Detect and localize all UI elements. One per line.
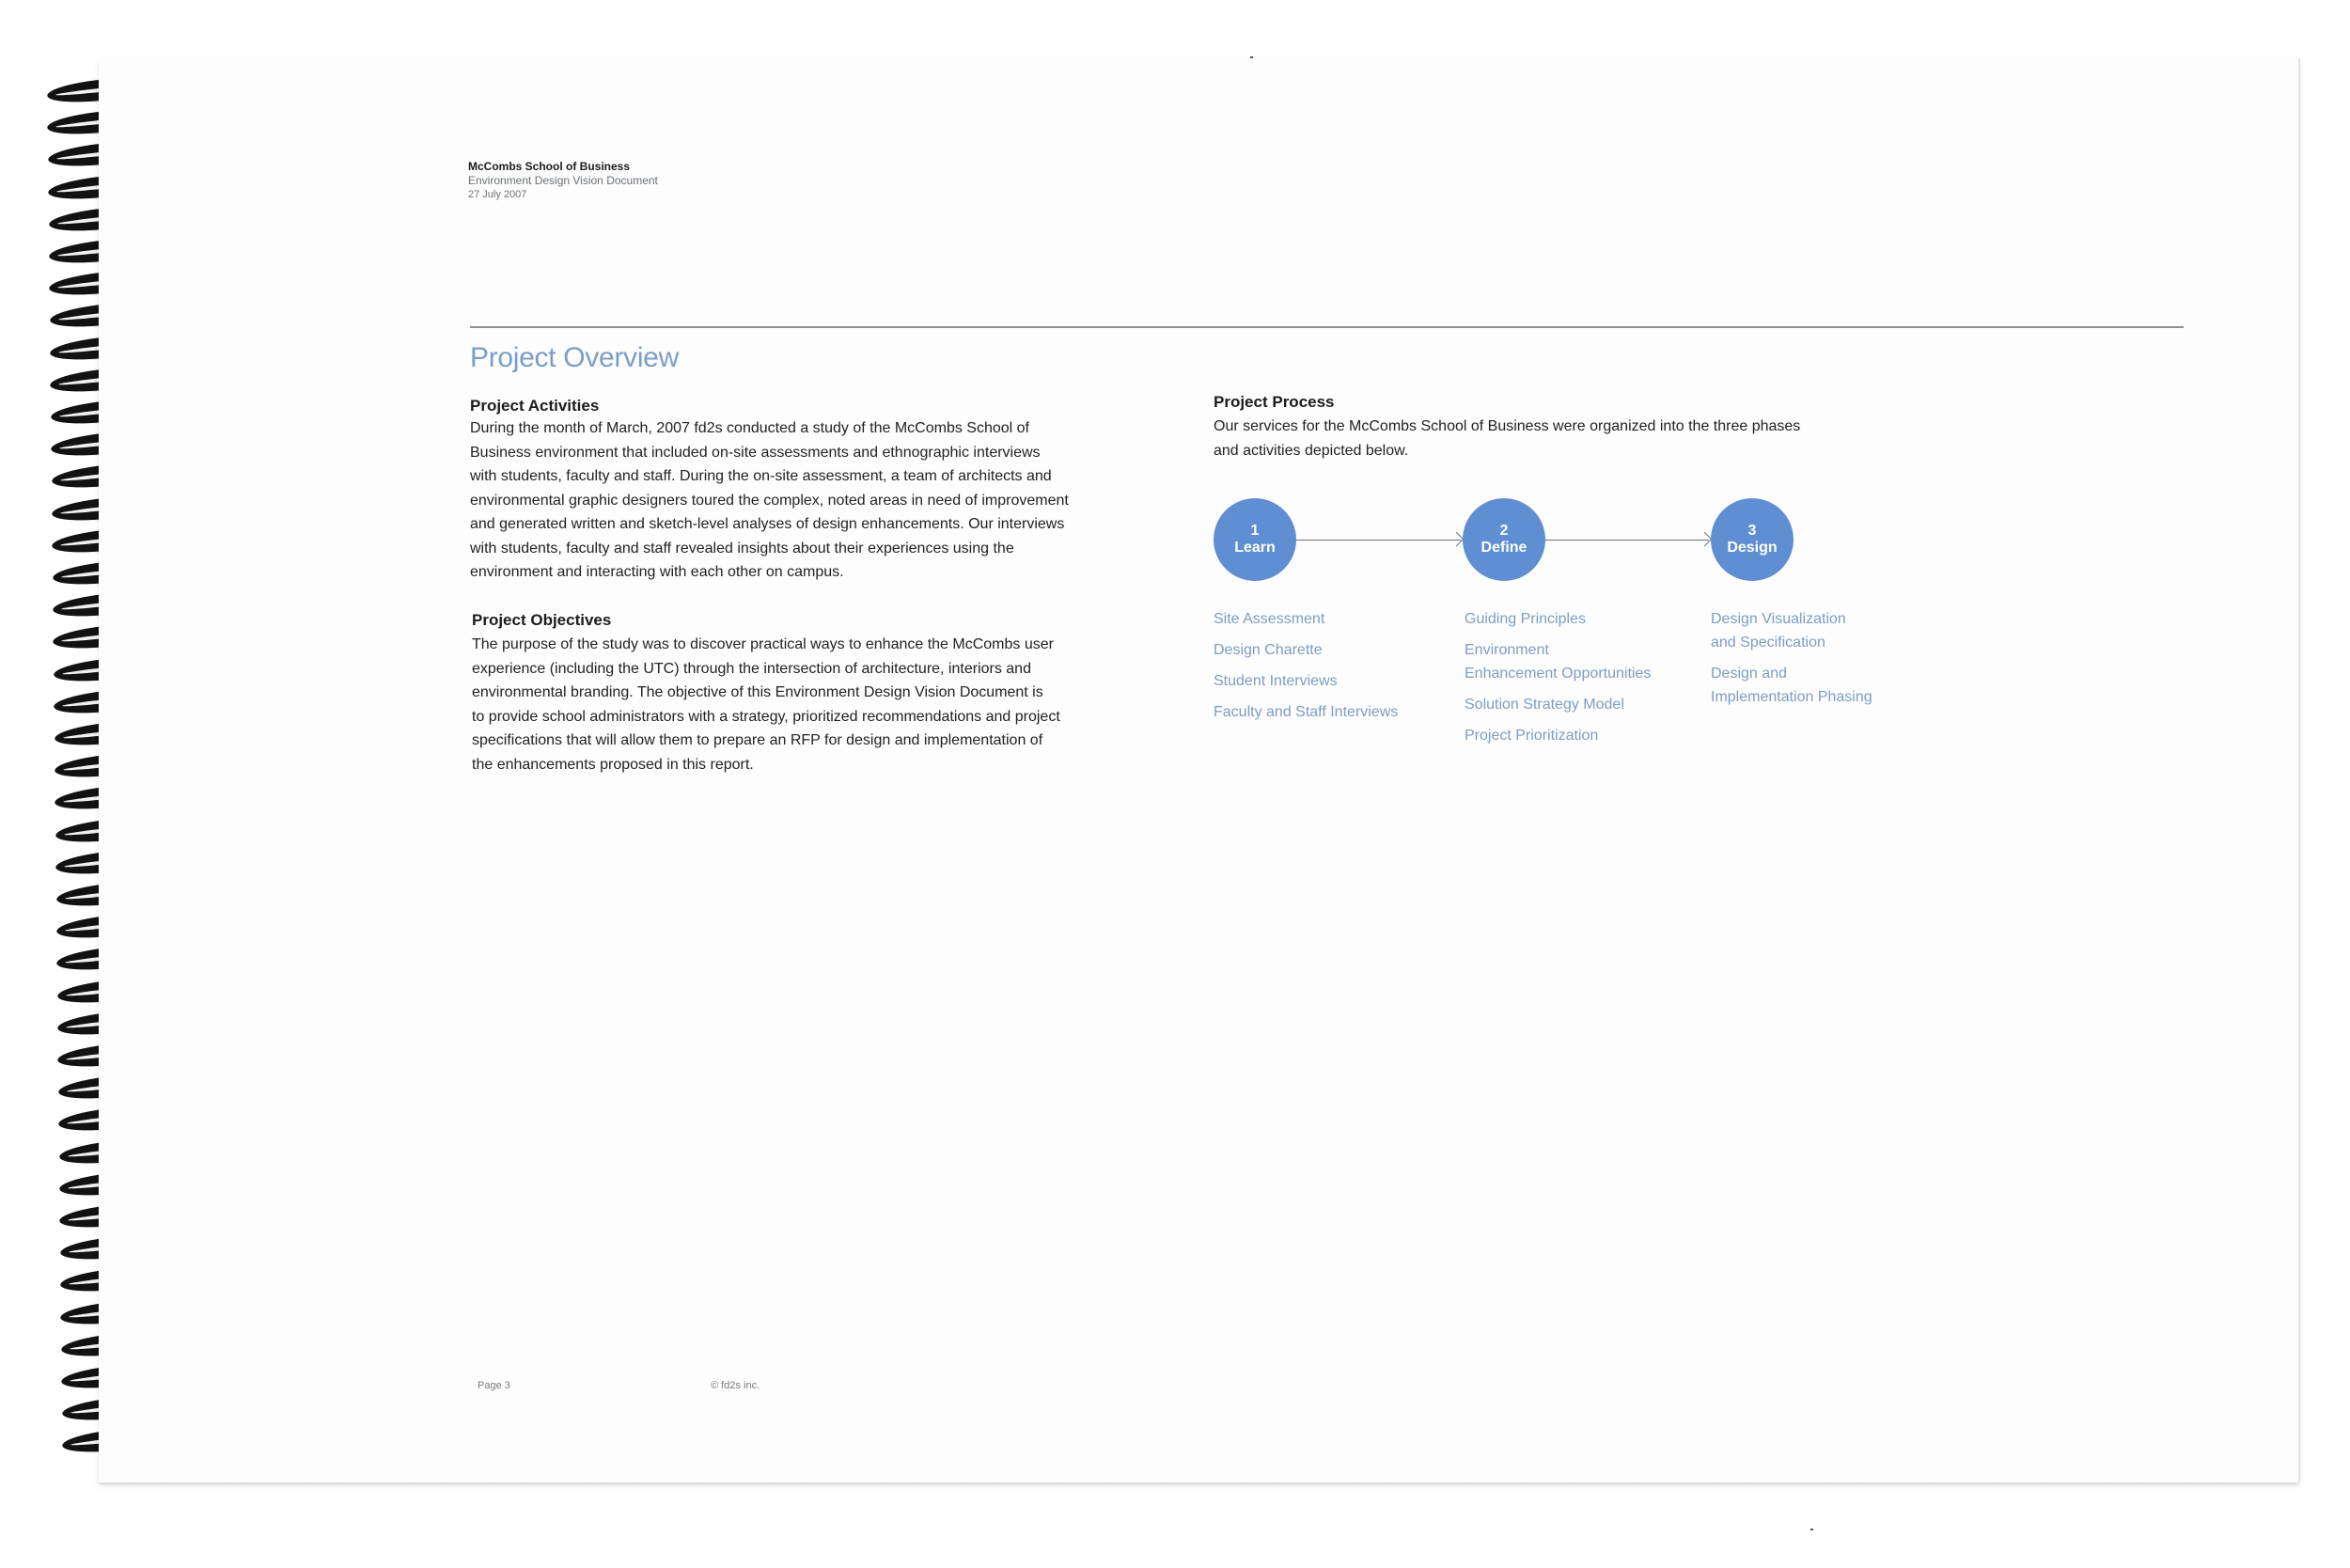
phase-circle-learn [1214, 498, 1296, 581]
paragraph-line: During the month of March, 2007 fd2s conducted a study of the McCombs School of [470, 420, 1029, 436]
phase-name: Design [1727, 540, 1778, 556]
paragraph-line: environmental graphic designers toured the complex, noted areas in need of improvement [470, 492, 1069, 509]
paragraph-line: Our services for the McCombs School of Business were organized into the three phases [1214, 418, 1801, 434]
paragraph-line: environmental branding. The objective of this Environment Design Vision Document is [472, 684, 1043, 700]
phase-circle-design [1711, 498, 1794, 581]
process-intro [1214, 415, 1800, 463]
activity-item: Design and Implementation Phasing [1711, 666, 1872, 705]
objectives-heading: Project Objectives [472, 611, 612, 629]
activity-item: Environment Enhancement Opportunities [1465, 642, 1652, 682]
objectives-paragraph [472, 633, 1060, 776]
paragraph-line: with students, faculty and staff revealed insights about their experiences using the [470, 540, 1014, 557]
title-rule [470, 326, 2184, 328]
header-document-title: Environment Design Vision Document [468, 174, 658, 187]
phase-number: 3 [1747, 523, 1757, 539]
activities-heading: Project Activities [470, 397, 600, 415]
paragraph-line: and activities depicted below. [1214, 442, 1409, 459]
activity-item: Site Assessment [1214, 611, 1325, 627]
activity-item: Student Interviews [1214, 673, 1338, 689]
page-title: Project Overview [470, 342, 679, 373]
phase-arrow [1296, 540, 1461, 541]
phase-name: Learn [1234, 540, 1276, 556]
running-header [468, 160, 658, 202]
phase-activities [1214, 607, 1398, 731]
paragraph-line: experience (including the UTC) through the intersection of architecture, interiors and [472, 660, 1031, 677]
activity-item: Project Prioritization [1465, 728, 1599, 744]
activity-item: Solution Strategy Model [1465, 697, 1624, 713]
speck [1810, 1529, 1813, 1530]
process-heading: Project Process [1214, 393, 1335, 411]
paragraph-line: specifications that will allow them to prepare an RFP for design and implementation of [472, 732, 1043, 748]
header-date: 27 July 2007 [468, 189, 527, 200]
paragraph-line: and generated written and sketch-level analyses of design enhancements. Our interviews [470, 516, 1065, 532]
phase-activities [1711, 607, 1872, 716]
speck [1250, 56, 1253, 58]
activity-item: Faculty and Staff Interviews [1214, 704, 1399, 720]
paragraph-line: environment and interacting with each other on campus. [470, 564, 844, 580]
paragraph-line: with students, faculty and staff. During the on-site assessment, a team of architects and [470, 468, 1052, 484]
activity-item: Design Visualization and Specification [1711, 611, 1846, 651]
activity-item: Guiding Principles [1465, 611, 1586, 627]
activity-item: Design Charette [1214, 642, 1323, 658]
phase-circle-define [1463, 498, 1545, 581]
phase-name: Define [1480, 540, 1528, 556]
header-school: McCombs School of Business [468, 160, 631, 173]
copyright: © fd2s inc. [711, 1380, 760, 1391]
phase-arrow [1545, 540, 1709, 541]
paragraph-line: The purpose of the study was to discover practical ways to enhance the McCombs user [472, 636, 1054, 652]
activities-paragraph [470, 416, 1069, 585]
phase-number: 1 [1250, 523, 1260, 539]
document-page [99, 58, 2300, 1482]
paragraph-line: to provide school administrators with a strategy, prioritized recommendations and project [472, 708, 1060, 725]
paragraph-line: Business environment that included on-site assessments and ethnographic interviews [470, 444, 1041, 461]
phase-number: 2 [1499, 523, 1509, 539]
paragraph-line: the enhancements proposed in this report. [472, 756, 754, 773]
phase-activities [1465, 607, 1651, 755]
page-number: Page 3 [478, 1380, 510, 1391]
